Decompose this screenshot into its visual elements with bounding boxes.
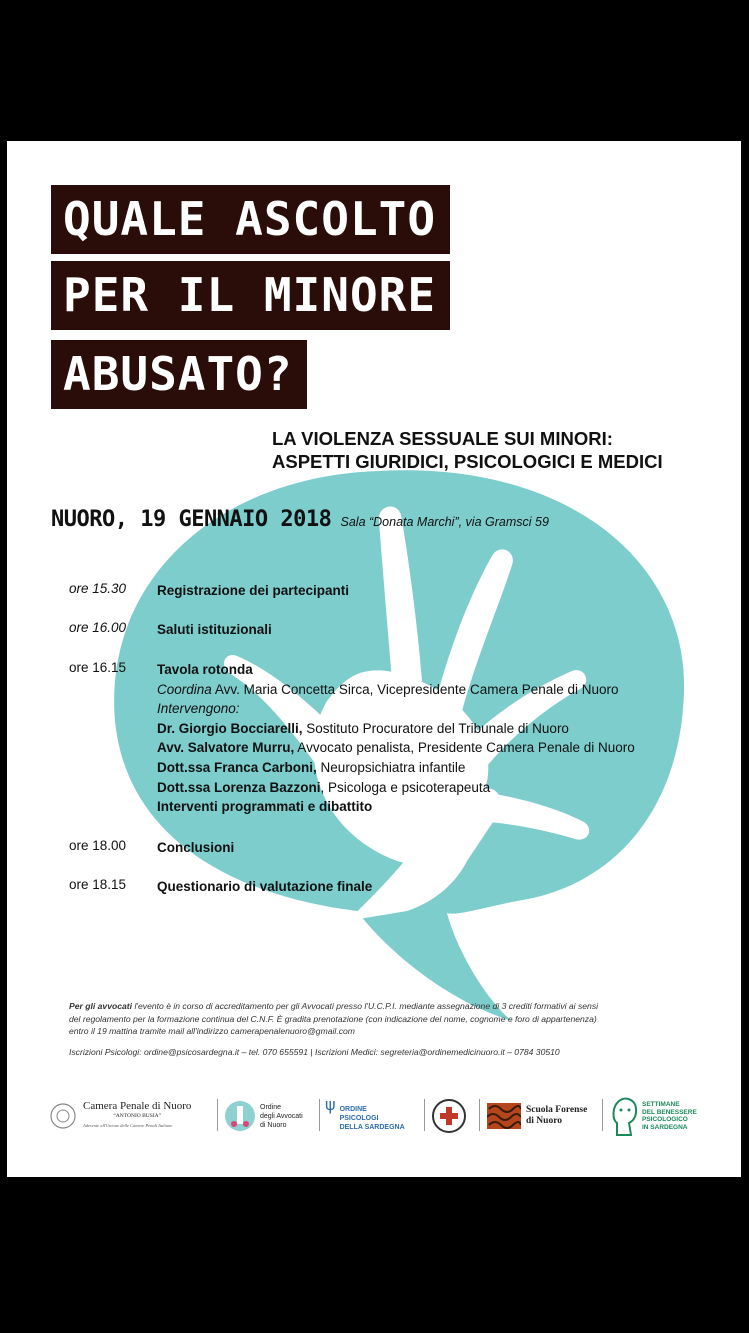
psicologi-line-1: ORDINE xyxy=(339,1106,367,1113)
item-conclusions: Conclusioni xyxy=(157,840,235,855)
settimane-benessere-logo xyxy=(609,1093,709,1139)
ordine-medici-seal-icon xyxy=(431,1098,467,1134)
psicologi-line-3: DELLA SARDEGNA xyxy=(339,1124,405,1131)
event-dateline xyxy=(51,507,549,532)
title-line-1: QUALE ASCOLTO xyxy=(51,185,450,254)
title-line-3: ABUSATO? xyxy=(51,340,307,409)
ordine-avvocati-logo xyxy=(224,1093,319,1139)
logo-divider xyxy=(319,1099,320,1131)
camera-penale-name: Camera Penale di Nuoro xyxy=(83,1100,192,1112)
time-2: ore 16.00 xyxy=(69,620,127,635)
avvocati-line-2: degli Avvocati xyxy=(260,1112,303,1120)
scuola-line-2: di Nuoro xyxy=(526,1116,562,1126)
coordinator-label: Coordina xyxy=(157,681,212,697)
accreditation-notes xyxy=(69,1000,689,1038)
time-4: ore 18.00 xyxy=(69,838,127,853)
logo-divider xyxy=(602,1099,603,1131)
coordinator-line xyxy=(157,680,635,700)
notes-line-2: del regolamento per la formazione continua del C.N.F. È gradita prenotazione (con indicazione del nome, cognome e foro di appartenenza) xyxy=(69,1013,597,1024)
psicologi-line-2: PSICOLOGI xyxy=(339,1115,379,1122)
logo-divider xyxy=(424,1099,425,1131)
speaker-1 xyxy=(157,719,635,739)
notes-line-3: entro il 19 mattina tramite mail all'indirizzo camerapenalenuoro@gmail.com xyxy=(69,1026,355,1036)
item-registration: Registrazione dei partecipanti xyxy=(157,583,350,598)
ordine-avvocati-shield-icon xyxy=(224,1100,256,1132)
time-3: ore 16.15 xyxy=(69,660,127,675)
time-5: ore 18.15 xyxy=(69,877,127,892)
settimane-line-3: PSICOLOGICO xyxy=(642,1116,688,1123)
coordinator-name: Avv. Maria Concetta Sirca, xyxy=(214,681,374,697)
poster xyxy=(7,141,741,1177)
settimane-line-2: DEL BENESSERE xyxy=(642,1108,697,1116)
speaker-1-role: Sostituto Procuratore del Tribunale di Nuoro xyxy=(302,720,569,736)
round-table-block xyxy=(157,660,635,817)
speaker-3-name: Dott.ssa Franca Carboni, xyxy=(157,759,317,775)
scuola-forense-pattern-icon xyxy=(487,1103,521,1129)
ordine-medici-logo xyxy=(431,1093,471,1139)
sponsor-logos xyxy=(49,1093,709,1139)
subtitle-line-1: LA VIOLENZA SESSUALE SUI MINORI: xyxy=(272,428,613,449)
title-line-2: PER IL MINORE xyxy=(51,261,450,330)
logo-divider xyxy=(479,1099,480,1131)
time-1: ore 15.30 xyxy=(69,581,127,596)
logo-divider xyxy=(217,1099,218,1131)
camera-penale-sub: “ANTONIO BUSIA” xyxy=(113,1113,162,1119)
settimane-portrait-icon xyxy=(609,1095,639,1137)
notes-line-1: l'evento è in corso di accreditamento per gli Avvocati presso l'U.C.P.I. mediante assegnazione di 3 crediti formativi ai sensi xyxy=(132,1001,599,1011)
speaker-1-name: Dr. Giorgio Bocciarelli, xyxy=(157,720,303,736)
subtitle-line-2: ASPETTI GIURIDICI, PSICOLOGICI E MEDICI xyxy=(272,451,663,472)
event-venue: Sala “Donata Marchi”, via Gramsci 59 xyxy=(340,515,549,529)
speaker-4 xyxy=(157,778,635,798)
speaker-3-role: Neuropsichiatra infantile xyxy=(316,759,466,775)
avvocati-line-1: Ordine xyxy=(260,1103,282,1111)
speaker-2-name: Avv. Salvatore Murru, xyxy=(157,740,295,756)
settimane-line-4: IN SARDEGNA xyxy=(642,1123,688,1131)
subtitle xyxy=(272,427,663,473)
item-questionnaire: Questionario di valutazione finale xyxy=(157,879,373,894)
item-round-table: Tavola rotonda xyxy=(157,662,253,677)
psi-icon: ψ xyxy=(325,1095,336,1114)
scuola-line-1: Scuola Forense xyxy=(526,1105,588,1115)
item-debate: Interventi programmati e dibattito xyxy=(157,799,373,815)
speaker-4-name: Dott.ssa Lorenza Bazzoni xyxy=(157,779,321,795)
camera-penale-note: Aderente all'Unione delle Camere Penali Italiane xyxy=(83,1123,173,1128)
settimane-line-1: SETTIMANE xyxy=(642,1101,680,1108)
registration-contacts: Iscrizioni Psicologi: ordine@psicosardegna.it – tel. 070 655591 | Iscrizioni Medici: segreteria@ordinemedicinuoro.it – 0784 30510 xyxy=(69,1047,560,1057)
speaker-2 xyxy=(157,738,635,758)
avvocati-line-3: di Nuoro xyxy=(260,1121,287,1129)
camera-penale-seal-icon xyxy=(49,1102,77,1130)
speaker-3 xyxy=(157,758,635,778)
speaker-2-role: Avvocato penalista, Presidente Camera Penale di Nuoro xyxy=(294,740,635,756)
ordine-psicologi-logo xyxy=(325,1093,425,1143)
scuola-forense-logo xyxy=(487,1093,597,1139)
notes-lead: Per gli avvocati xyxy=(69,1001,133,1011)
item-greetings: Saluti istituzionali xyxy=(157,622,272,637)
camera-penale-logo xyxy=(49,1093,214,1139)
event-date: NUORO, 19 GENNAIO 2018 xyxy=(51,507,332,532)
speakers-label: Intervengono: xyxy=(157,701,240,717)
coordinator-role: Vicepresidente Camera Penale di Nuoro xyxy=(373,681,619,697)
speaker-4-role: , Psicologa e psicoterapeuta xyxy=(320,779,491,795)
